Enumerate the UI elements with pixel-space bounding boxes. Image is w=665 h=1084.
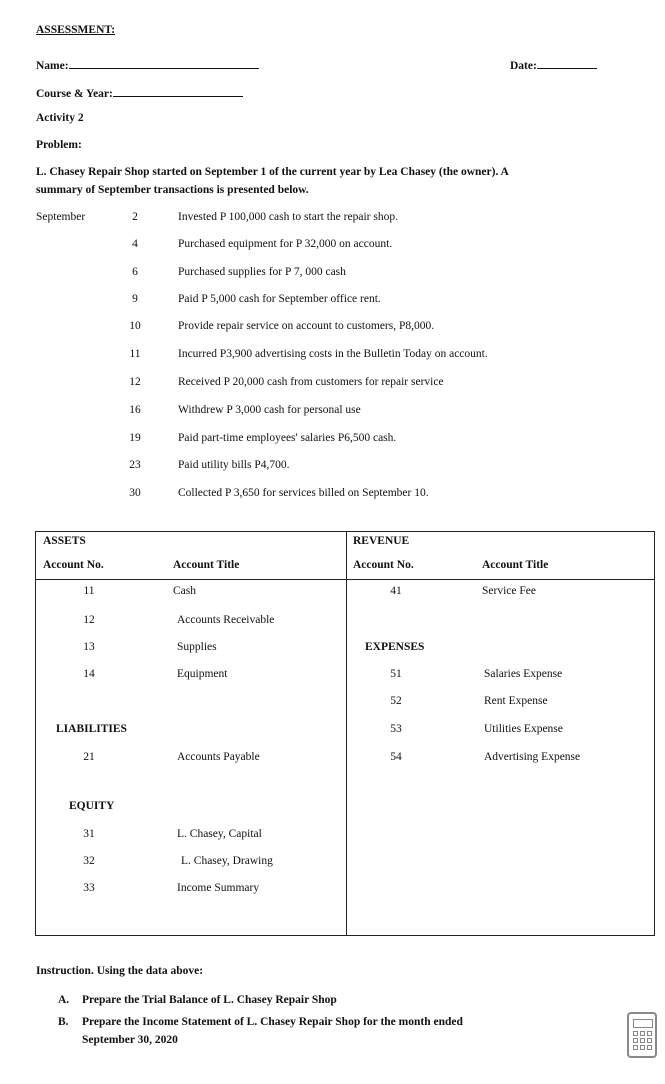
account-title: Equipment bbox=[177, 668, 228, 680]
transaction-desc: Withdrew P 3,000 cash for personal use bbox=[178, 404, 361, 416]
transaction-day: 23 bbox=[129, 459, 141, 471]
account-title: Salaries Expense bbox=[484, 668, 563, 680]
account-title: Supplies bbox=[177, 641, 217, 653]
chart-of-accounts-table bbox=[35, 531, 655, 936]
account-no: 13 bbox=[83, 641, 95, 653]
account-title: Accounts Receivable bbox=[177, 614, 275, 626]
transaction-desc: Paid utility bills P4,700. bbox=[178, 459, 290, 471]
instruction-a-marker: A. bbox=[58, 994, 70, 1006]
assets-header: ASSETS bbox=[43, 535, 86, 547]
date-label: Date: bbox=[510, 60, 537, 72]
name-row bbox=[36, 57, 259, 72]
transaction-day: 4 bbox=[132, 238, 138, 250]
assets-col-title: Account Title bbox=[173, 559, 240, 571]
transaction-row bbox=[0, 293, 665, 309]
revenue-col-title: Account Title bbox=[482, 559, 549, 571]
account-title: Accounts Payable bbox=[177, 751, 260, 763]
assets-col-no: Account No. bbox=[43, 559, 104, 571]
account-no: 14 bbox=[83, 668, 95, 680]
account-title: L. Chasey, Drawing bbox=[181, 855, 273, 867]
account-title: L. Chasey, Capital bbox=[177, 828, 262, 840]
account-no: 31 bbox=[83, 828, 95, 840]
course-label: Course & Year: bbox=[36, 88, 113, 100]
activity-label: Activity 2 bbox=[36, 112, 84, 124]
account-title: Service Fee bbox=[482, 585, 536, 597]
account-title: Advertising Expense bbox=[484, 751, 581, 763]
transaction-row bbox=[0, 320, 665, 336]
problem-text-line1: L. Chasey Repair Shop started on September 1 of the current year by Lea Chasey (the owner). A bbox=[36, 166, 509, 178]
revenue-col-no: Account No. bbox=[353, 559, 414, 571]
account-no: 12 bbox=[83, 614, 95, 626]
problem-label: Problem: bbox=[36, 139, 82, 151]
table-divider-horizontal bbox=[36, 579, 654, 580]
course-row bbox=[36, 85, 243, 100]
account-no: 52 bbox=[390, 695, 402, 707]
instructions-heading: Instruction. Using the data above: bbox=[36, 965, 204, 977]
account-title: Rent Expense bbox=[484, 695, 548, 707]
calculator-screen bbox=[633, 1019, 653, 1028]
account-title: Cash bbox=[173, 585, 196, 597]
assessment-title: ASSESSMENT: bbox=[36, 24, 116, 36]
problem-text-line2: summary of September transactions is presented below. bbox=[36, 184, 309, 196]
account-no: 54 bbox=[390, 751, 402, 763]
calculator-keys bbox=[633, 1031, 653, 1050]
transaction-day: 6 bbox=[132, 266, 138, 278]
transaction-day: 11 bbox=[129, 348, 141, 360]
account-title: Income Summary bbox=[177, 882, 260, 894]
account-no: 53 bbox=[390, 723, 402, 735]
instruction-b-text-line1: Prepare the Income Statement of L. Chasey Repair Shop for the month ended bbox=[82, 1016, 463, 1028]
transaction-day: 9 bbox=[132, 293, 138, 305]
transaction-desc: Paid P 5,000 cash for September office rent. bbox=[178, 293, 381, 305]
date-row bbox=[510, 57, 597, 72]
transaction-row bbox=[0, 432, 665, 448]
transaction-day: 2 bbox=[132, 211, 138, 223]
transaction-row bbox=[0, 404, 665, 420]
course-field-line[interactable] bbox=[113, 85, 243, 97]
instruction-b-text-line2: September 30, 2020 bbox=[82, 1034, 178, 1046]
revenue-header: REVENUE bbox=[353, 535, 410, 547]
account-no: 21 bbox=[83, 751, 95, 763]
account-no: 41 bbox=[390, 585, 402, 597]
liabilities-header: LIABILITIES bbox=[56, 723, 127, 735]
transaction-day: 19 bbox=[129, 432, 141, 444]
transaction-desc: Invested P 100,000 cash to start the repair shop. bbox=[178, 211, 398, 223]
transaction-row bbox=[0, 376, 665, 392]
transaction-row bbox=[0, 238, 665, 254]
transaction-desc: Received P 20,000 cash from customers for repair service bbox=[178, 376, 444, 388]
transaction-desc: Paid part-time employees' salaries P6,500 cash. bbox=[178, 432, 397, 444]
transaction-day: 16 bbox=[129, 404, 141, 416]
name-label: Name: bbox=[36, 60, 69, 72]
instruction-b-marker: B. bbox=[58, 1016, 69, 1028]
transaction-desc: Collected P 3,650 for services billed on September 10. bbox=[178, 487, 429, 499]
transaction-row bbox=[0, 348, 665, 364]
transaction-day: 12 bbox=[129, 376, 141, 388]
transaction-row bbox=[0, 487, 665, 503]
table-divider-vertical bbox=[346, 532, 347, 935]
transaction-desc: Purchased supplies for P 7, 000 cash bbox=[178, 266, 346, 278]
account-no: 32 bbox=[83, 855, 95, 867]
transaction-day: 10 bbox=[129, 320, 141, 332]
account-title: Utilities Expense bbox=[484, 723, 563, 735]
instruction-a-text: Prepare the Trial Balance of L. Chasey Repair Shop bbox=[82, 994, 337, 1006]
transaction-row bbox=[0, 459, 665, 475]
name-field-line[interactable] bbox=[69, 57, 259, 69]
account-no: 51 bbox=[390, 668, 402, 680]
transactions-month: September bbox=[36, 211, 86, 223]
equity-header: EQUITY bbox=[69, 800, 115, 812]
transaction-desc: Incurred P3,900 advertising costs in the Bulletin Today on account. bbox=[178, 348, 488, 360]
expenses-header: EXPENSES bbox=[365, 641, 425, 653]
account-no: 11 bbox=[83, 585, 95, 597]
transaction-day: 30 bbox=[129, 487, 141, 499]
transaction-desc: Provide repair service on account to customers, P8,000. bbox=[178, 320, 435, 332]
transaction-row bbox=[0, 266, 665, 282]
calculator-icon[interactable] bbox=[627, 1012, 657, 1058]
date-field-line[interactable] bbox=[537, 57, 597, 69]
transaction-desc: Purchased equipment for P 32,000 on account. bbox=[178, 238, 393, 250]
account-no: 33 bbox=[83, 882, 95, 894]
transaction-row bbox=[0, 211, 665, 227]
